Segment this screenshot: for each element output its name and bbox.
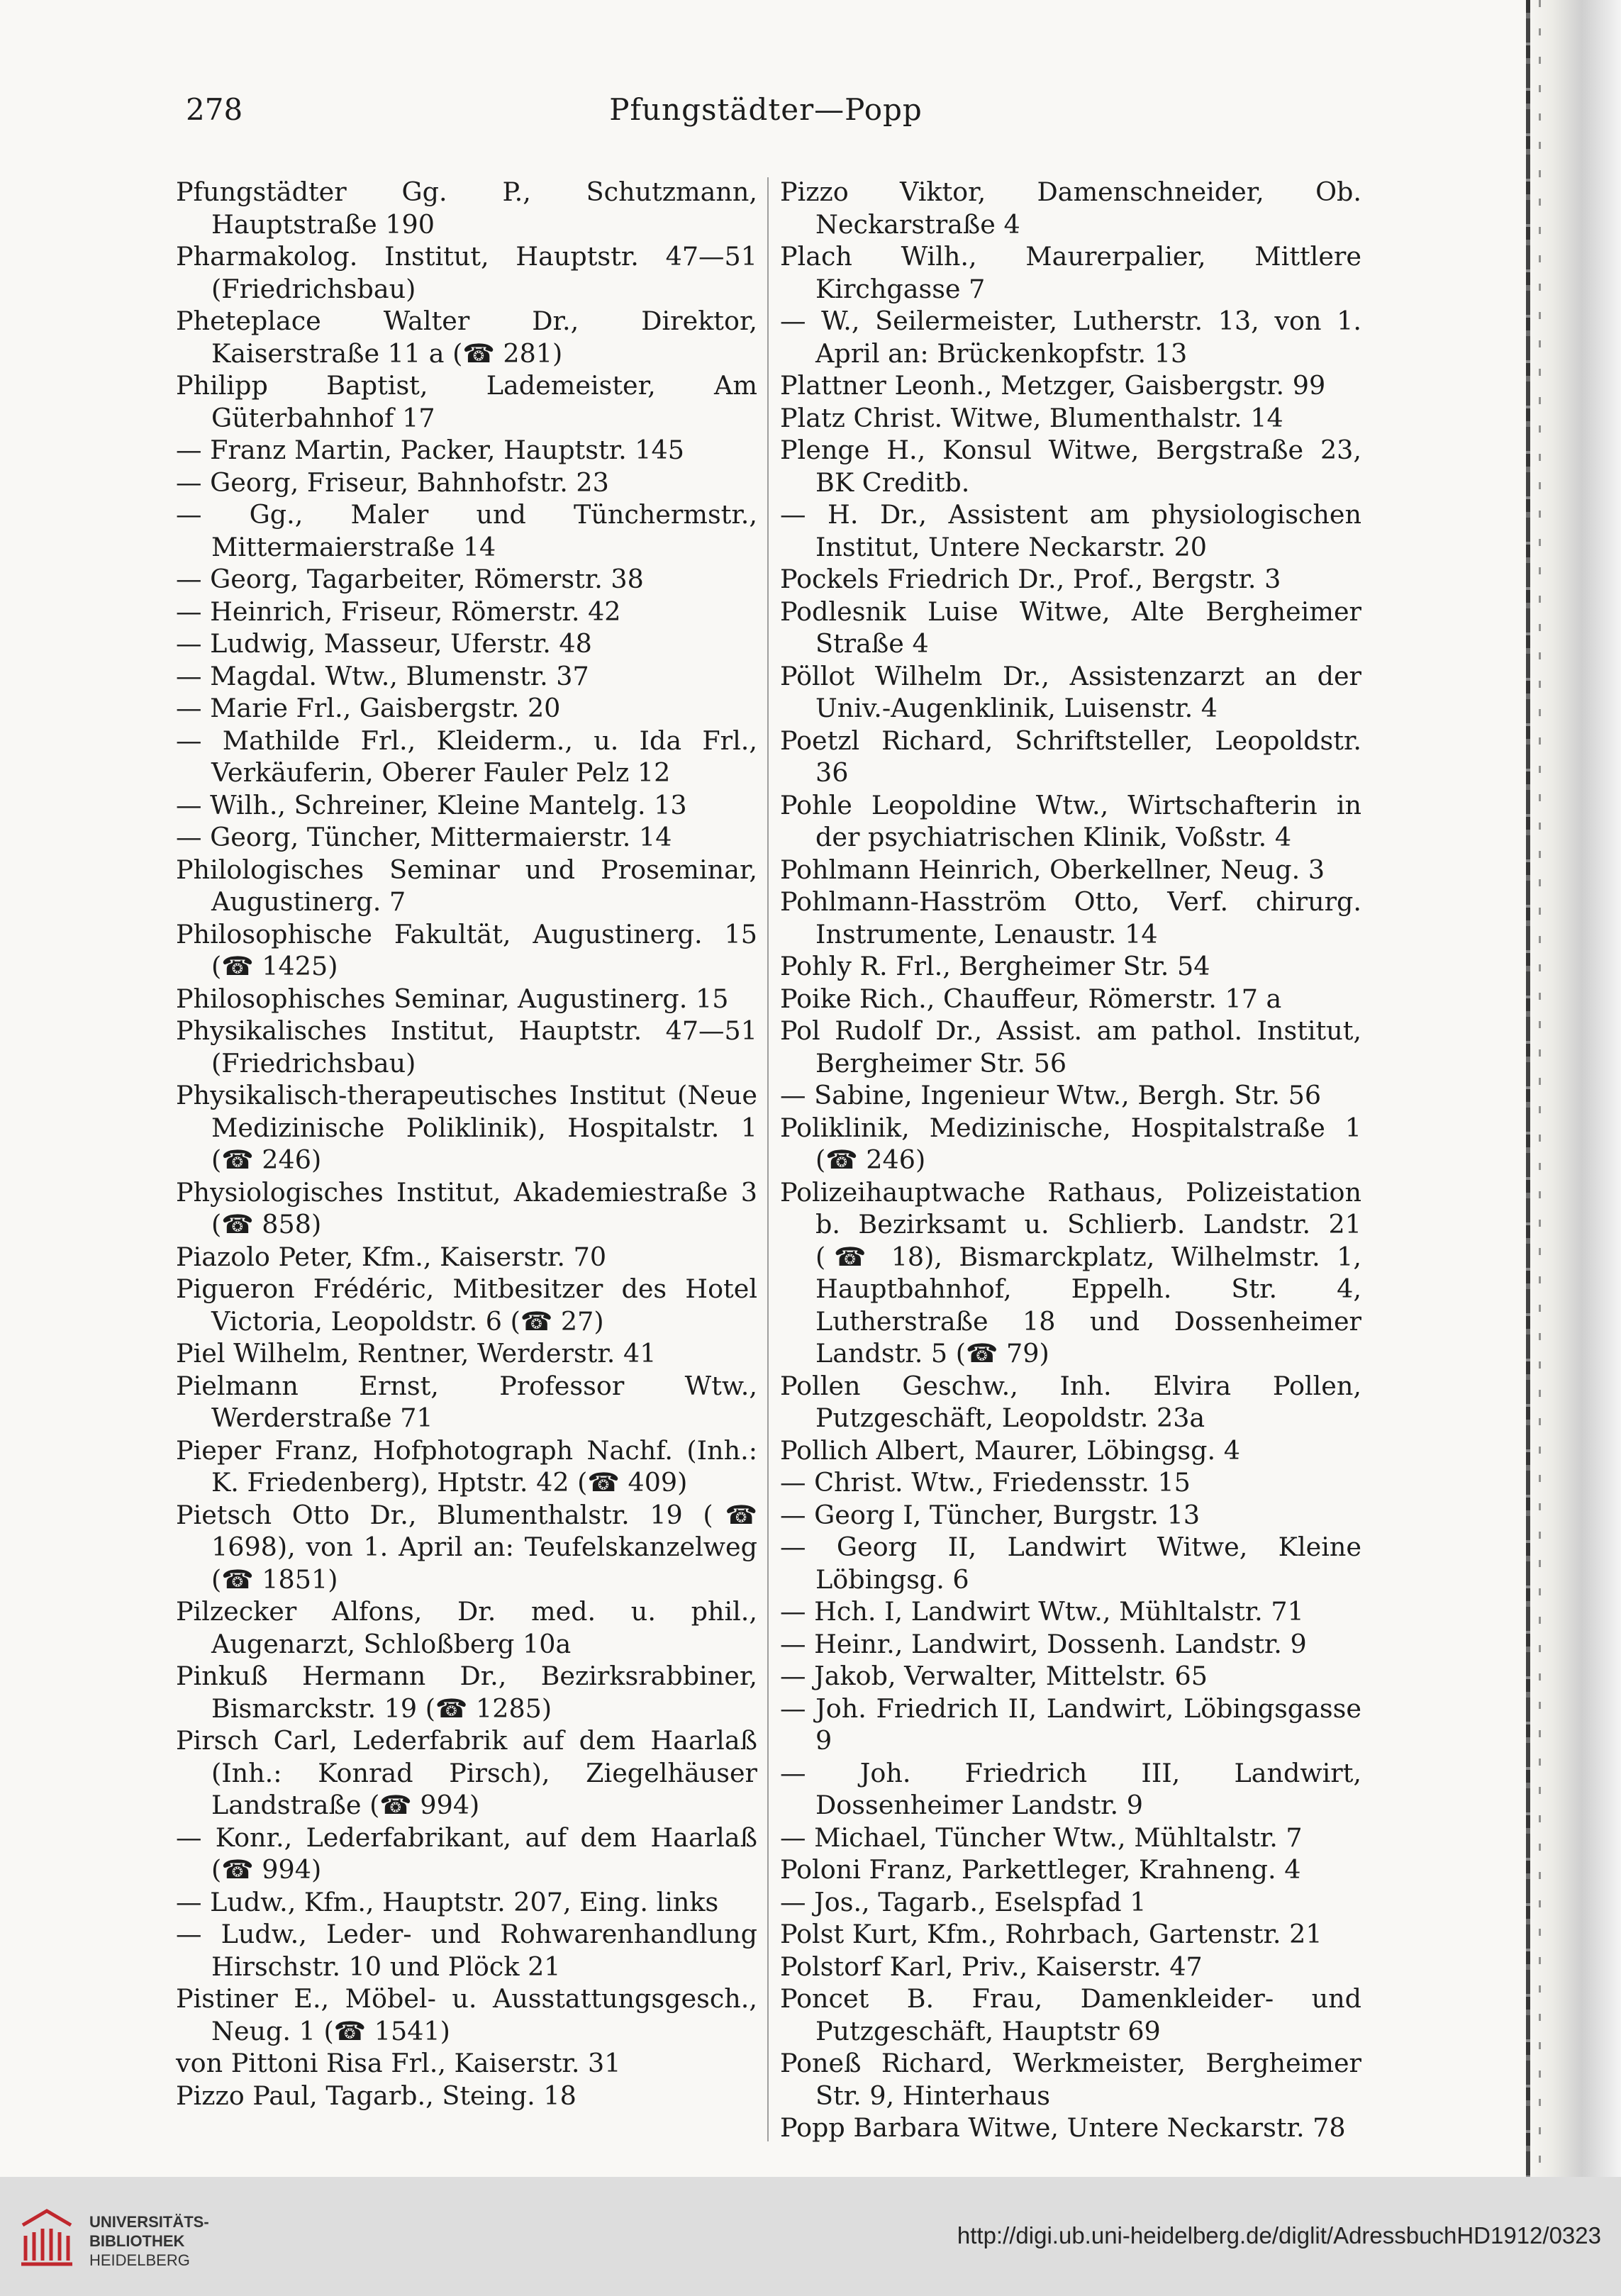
directory-entry: Physiologisches Institut, Akademiestraße 3 (☎ 858) xyxy=(176,1176,757,1239)
right-column xyxy=(780,176,1361,2144)
directory-entry: — Ludw., Kfm., Hauptstr. 207, Eing. links xyxy=(176,1886,719,1917)
directory-entry: — Jakob, Verwalter, Mittelstr. 65 xyxy=(780,1661,1208,1691)
directory-entry: Podlesnik Luise Witwe, Alte Bergheimer Straße 4 xyxy=(780,596,1361,659)
directory-entry: Plach Wilh., Maurerpalier, Mittlere Kirchgasse 7 xyxy=(780,241,1361,304)
source-url-link[interactable]: http://digi.ub.uni-heidelberg.de/diglit/AdressbuchHD1912/0323 xyxy=(957,2222,1601,2248)
directory-entry: Poneß Richard, Werkmeister, Bergheimer Str. 9, Hinterhaus xyxy=(780,2048,1361,2111)
directory-entry: — W., Seilermeister, Lutherstr. 13, von 1. April an: Brückenkopfstr. 13 xyxy=(780,306,1361,369)
running-head: Pfungstädter—Popp xyxy=(609,92,923,127)
directory-entry: — Heinrich, Friseur, Römerstr. 42 xyxy=(176,596,621,627)
directory-entry: Poncet B. Frau, Damenkleider- und Putzgeschäft, Hauptstr 69 xyxy=(780,1983,1361,2046)
directory-entry: — Jos., Tagarb., Eselspfad 1 xyxy=(780,1886,1147,1917)
library-logo-icon[interactable] xyxy=(18,2204,75,2268)
directory-entry: Pohle Leopoldine Wtw., Wirtschafterin in der psychiatrischen Klinik, Voßstr. 4 xyxy=(780,789,1361,852)
directory-entry: Physikalisches Institut, Hauptstr. 47—51 (Friedrichsbau) xyxy=(176,1015,757,1079)
directory-entry: — Marie Frl., Gaisbergstr. 20 xyxy=(176,693,561,723)
directory-entry: von Pittoni Risa Frl., Kaiserstr. 31 xyxy=(176,2048,621,2078)
directory-entry: — Ludw., Leder- und Rohwarenhandlung Hirschstr. 10 und Plöck 21 xyxy=(176,1919,757,1982)
directory-entry: — Joh. Friedrich II, Landwirt, Löbingsgasse 9 xyxy=(780,1693,1361,1756)
directory-entry: Pohly R. Frl., Bergheimer Str. 54 xyxy=(780,951,1210,981)
directory-entry: Pollen Geschw., Inh. Elvira Pollen, Putzgeschäft, Leopoldstr. 23a xyxy=(780,1370,1361,1433)
page-edge-stripe-secondary xyxy=(1539,0,1541,2177)
viewer-footer xyxy=(0,2177,1621,2296)
directory-entry: — Wilh., Schreiner, Kleine Mantelg. 13 xyxy=(176,789,687,820)
institution-line: BIBLIOTHEK xyxy=(89,2232,185,2250)
page-number: 278 xyxy=(186,92,243,127)
directory-entry: Pizzo Paul, Tagarb., Steing. 18 xyxy=(176,2080,576,2111)
directory-entry: — Heinr., Landwirt, Dossenh. Landstr. 9 xyxy=(780,1628,1307,1659)
directory-entry: Pinkuß Hermann Dr., Bezirksrabbiner, Bismarckstr. 19 (☎ 1285) xyxy=(176,1661,757,1724)
directory-entry: Popp Barbara Witwe, Untere Neckarstr. 78 xyxy=(780,2112,1346,2143)
institution-line: UNIVERSITÄTS- xyxy=(89,2213,209,2231)
directory-entry: Pielmann Ernst, Professor Wtw., Werderstraße 71 xyxy=(176,1370,757,1433)
directory-entry: — Georg I, Tüncher, Burgstr. 13 xyxy=(780,1499,1201,1530)
directory-entry: Philologisches Seminar und Proseminar, Augustinerg. 7 xyxy=(176,854,757,917)
directory-entry: — Sabine, Ingenieur Wtw., Bergh. Str. 56 xyxy=(780,1080,1322,1110)
directory-entry: Pol Rudolf Dr., Assist. am pathol. Institut, Bergheimer Str. 56 xyxy=(780,1015,1361,1079)
directory-entry: Pockels Friedrich Dr., Prof., Bergstr. 3 xyxy=(780,564,1281,594)
directory-entry: Pheteplace Walter Dr., Direktor, Kaiserstraße 11 a (☎ 281) xyxy=(176,306,757,369)
directory-entry: Plattner Leonh., Metzger, Gaisbergstr. 99 xyxy=(780,370,1326,401)
directory-entry: Pfungstädter Gg. P., Schutzmann, Hauptstraße 190 xyxy=(176,177,757,240)
directory-entry: Physikalisch-therapeutisches Institut (Neue Medizinische Poliklinik), Hospitalstr. 1 (☎ 246) xyxy=(176,1080,757,1175)
directory-entry: Philipp Baptist, Lademeister, Am Güterbahnhof 17 xyxy=(176,370,757,433)
directory-entry: Pilzecker Alfons, Dr. med. u. phil., Augenarzt, Schloßberg 10a xyxy=(176,1596,757,1659)
directory-entry: Poetzl Richard, Schriftsteller, Leopoldstr. 36 xyxy=(780,725,1361,788)
directory-entry: Plenge H., Konsul Witwe, Bergstraße 23, BK Creditb. xyxy=(780,435,1361,498)
directory-entry: — Georg, Tagarbeiter, Römerstr. 38 xyxy=(176,564,644,594)
directory-entry: Polst Kurt, Kfm., Rohrbach, Gartenstr. 21 xyxy=(780,1919,1322,1949)
directory-entry: — Ludwig, Masseur, Uferstr. 48 xyxy=(176,628,592,659)
directory-entry: Pigueron Frédéric, Mitbesitzer des Hotel Victoria, Leopoldstr. 6 (☎ 27) xyxy=(176,1274,757,1337)
directory-entry: Pöllot Wilhelm Dr., Assistenzarzt an der Univ.-Augenklinik, Luisenstr. 4 xyxy=(780,660,1361,723)
directory-entry: Piazolo Peter, Kfm., Kaiserstr. 70 xyxy=(176,1241,607,1272)
directory-entry: — Georg, Friseur, Bahnhofstr. 23 xyxy=(176,467,609,498)
directory-entry: — Magdal. Wtw., Blumenstr. 37 xyxy=(176,660,589,691)
page-edge-stripe xyxy=(1526,0,1530,2177)
directory-entry: Pohlmann-Hasström Otto, Verf. chirurg. Instrumente, Lenaustr. 14 xyxy=(780,886,1361,949)
page-edge xyxy=(1523,0,1621,2177)
directory-entry: Polizeihauptwache Rathaus, Polizeistation b. Bezirksamt u. Schlierb. Landstr. 21 (☎ 18), Bismarckplatz, Wilhelmstr. 1, Hauptbahnhof, Eppelh. Str. 4, Lutherstraße 18 und Dossenheimer Landstr. 5 (☎ 79) xyxy=(780,1176,1361,1369)
directory-entry: Pharmakolog. Institut, Hauptstr. 47—51 (Friedrichsbau) xyxy=(176,241,757,304)
directory-entry: Poike Rich., Chauffeur, Römerstr. 17 a xyxy=(780,983,1282,1014)
directory-entry: Pieper Franz, Hofphotograph Nachf. (Inh.: K. Friedenberg), Hptstr. 42 (☎ 409) xyxy=(176,1434,757,1498)
directory-entry: Pohlmann Heinrich, Oberkellner, Neug. 3 xyxy=(780,854,1325,885)
directory-entry: Pirsch Carl, Lederfabrik auf dem Haarlaß (Inh.: Konrad Pirsch), Ziegelhäuser Landstraße (☎ 994) xyxy=(176,1725,757,1820)
directory-entry: Pietsch Otto Dr., Blumenthalstr. 19 (☎ 1698), von 1. April an: Teufelskanzelweg (☎ 1851) xyxy=(176,1499,757,1595)
directory-entry: — Georg, Tüncher, Mittermaierstr. 14 xyxy=(176,822,672,852)
institution-name xyxy=(89,2212,209,2270)
directory-entry: — Konr., Lederfabrikant, auf dem Haarlaß (☎ 994) xyxy=(176,1822,757,1885)
directory-entry: — Hch. I, Landwirt Wtw., Mühltalstr. 71 xyxy=(780,1596,1304,1627)
directory-entry: — Michael, Tüncher Wtw., Mühltalstr. 7 xyxy=(780,1822,1303,1853)
directory-entry: — Franz Martin, Packer, Hauptstr. 145 xyxy=(176,435,684,465)
directory-entry: — Georg II, Landwirt Witwe, Kleine Löbingsg. 6 xyxy=(780,1532,1361,1595)
directory-entry: Philosophische Fakultät, Augustinerg. 15 (☎ 1425) xyxy=(176,918,757,981)
directory-entry: Platz Christ. Witwe, Blumenthalstr. 14 xyxy=(780,402,1283,433)
directory-entry: Piel Wilhelm, Rentner, Werderstr. 41 xyxy=(176,1338,657,1369)
directory-entry: — Christ. Wtw., Friedensstr. 15 xyxy=(780,1467,1191,1498)
directory-entry: Pollich Albert, Maurer, Löbingsg. 4 xyxy=(780,1434,1240,1466)
directory-entry: Polstorf Karl, Priv., Kaiserstr. 47 xyxy=(780,1951,1203,1982)
directory-entry: — Mathilde Frl., Kleiderm., u. Ida Frl., Verkäuferin, Oberer Fauler Pelz 12 xyxy=(176,725,757,788)
directory-entry: Poloni Franz, Parkettleger, Krahneng. 4 xyxy=(780,1854,1301,1885)
directory-entry: Poliklinik, Medizinische, Hospitalstraße 1 (☎ 246) xyxy=(780,1112,1361,1175)
directory-entry: — Gg., Maler und Tünchermstr., Mittermaierstraße 14 xyxy=(176,499,757,562)
directory-entry: Pistiner E., Möbel- u. Ausstattungsgesch., Neug. 1 (☎ 1541) xyxy=(176,1983,757,2046)
left-column xyxy=(176,176,757,2112)
column-divider xyxy=(767,177,769,2141)
directory-entry: Philosophisches Seminar, Augustinerg. 15 xyxy=(176,983,729,1014)
directory-entry: — H. Dr., Assistent am physiologischen Institut, Untere Neckarstr. 20 xyxy=(780,499,1361,562)
directory-entry: — Joh. Friedrich III, Landwirt, Dossenheimer Landstr. 9 xyxy=(780,1757,1361,1820)
directory-entry: Pizzo Viktor, Damenschneider, Ob. Neckarstraße 4 xyxy=(780,177,1361,240)
institution-line: HEIDELBERG xyxy=(89,2251,190,2269)
